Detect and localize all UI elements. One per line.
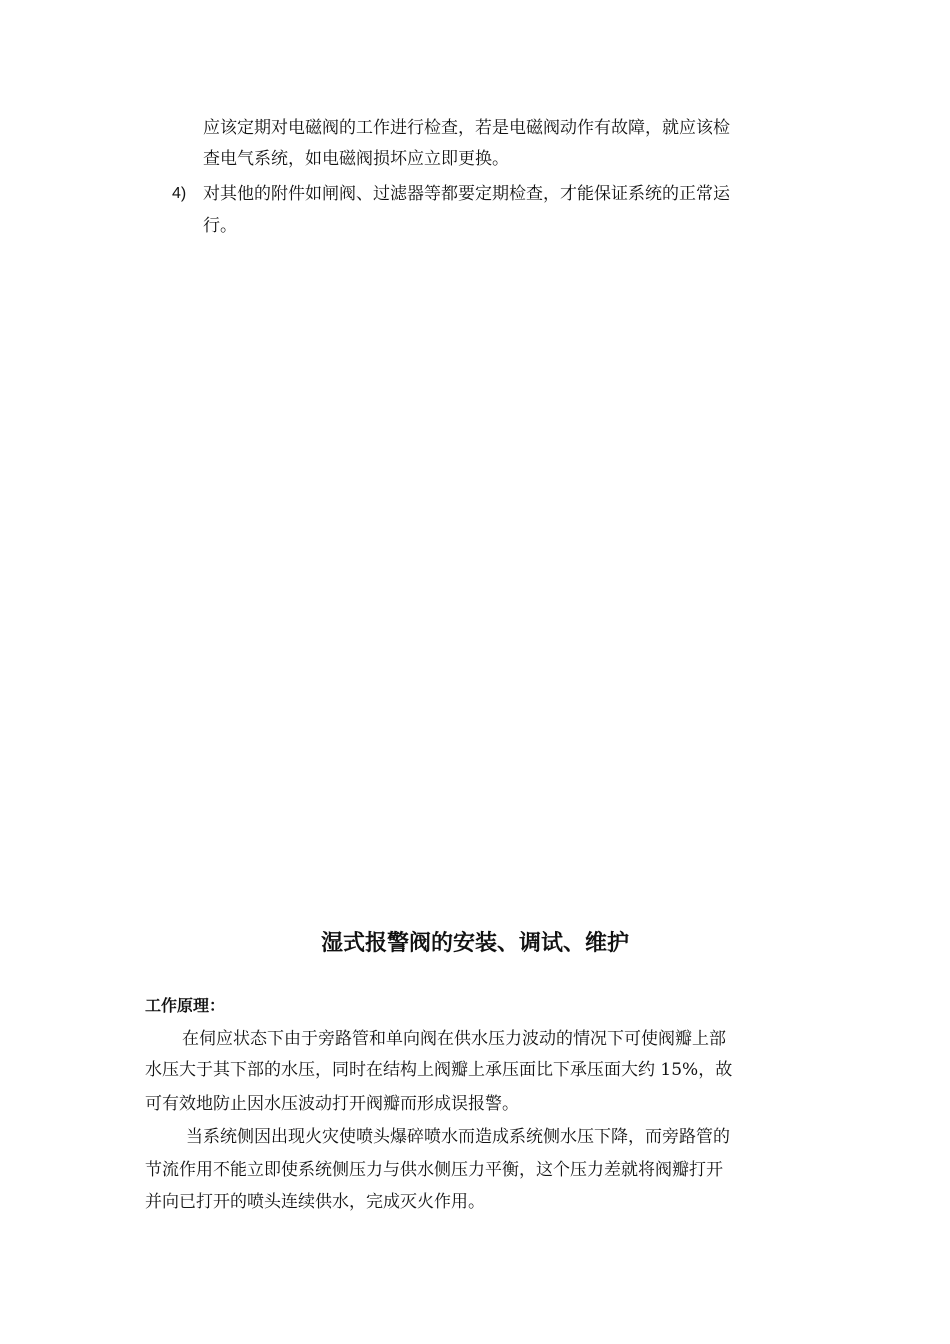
list-marker: 4) xyxy=(172,185,187,202)
text-line: 并向已打开的喷头连续供水，完成灭火作用。 xyxy=(145,1192,485,1212)
subheading-working-principle: 工作原理： xyxy=(145,996,226,1015)
text-line: 应该定期对电磁阀的工作进行检查，若是电磁阀动作有故障，就应该检 xyxy=(203,118,730,138)
section-title: 湿式报警阀的安装、调试、维护 xyxy=(320,931,629,956)
text-line: 当系统侧因出现火灾使喷头爆碎喷水而造成系统侧水压下降，而旁路管的 xyxy=(186,1127,730,1147)
text-line: 对其他的附件如闸阀、过滤器等都要定期检查，才能保证系统的正常运 xyxy=(203,184,730,204)
text-line: 查电气系统，如电磁阀损坏应立即更换。 xyxy=(203,149,509,169)
text-line: 行。 xyxy=(203,216,237,236)
text-line: 节流作用不能立即使系统侧压力与供水侧压力平衡，这个压力差就将阀瓣打开 xyxy=(145,1160,723,1180)
text-line: 可有效地防止因水压波动打开阀瓣而形成误报警。 xyxy=(145,1094,519,1114)
text-line: 在伺应状态下由于旁路管和单向阀在供水压力波动的情况下可使阀瓣上部 xyxy=(182,1029,726,1049)
text-line: 水压大于其下部的水压，同时在结构上阀瓣上承压面比下承压面大约 15%，故 xyxy=(145,1060,733,1080)
